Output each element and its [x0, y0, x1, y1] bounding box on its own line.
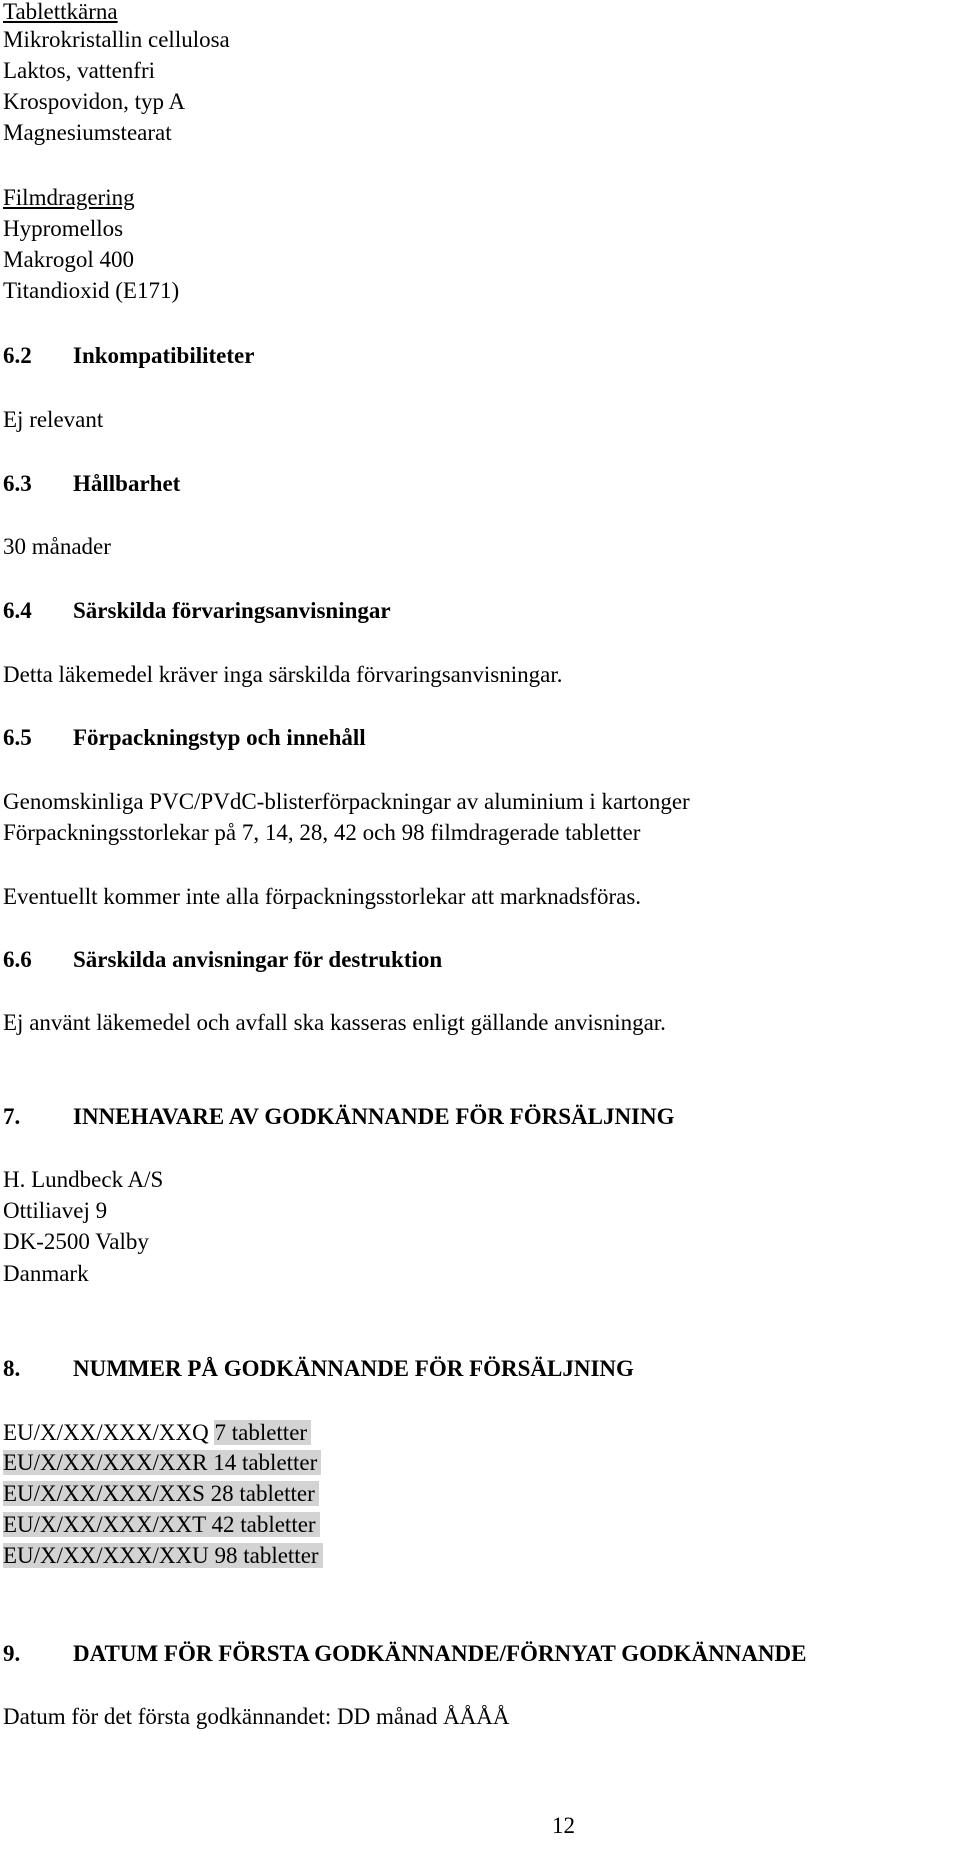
registration-code: EU/X/XX/XXX/XXT — [3, 1512, 206, 1537]
section-title: Särskilda förvaringsanvisningar — [73, 598, 391, 623]
section-heading-7 — [3, 1103, 675, 1131]
coating-item: Titandioxid (E171) — [3, 278, 180, 303]
core-item: Krospovidon, typ A — [3, 89, 186, 114]
section-text: 30 månader — [3, 534, 111, 559]
section-heading-6-5 — [3, 724, 366, 752]
section-number: 8. — [3, 1356, 21, 1381]
section-heading-6-4 — [3, 597, 391, 625]
section-number: 9. — [3, 1641, 21, 1666]
section-number: 6.5 — [3, 725, 32, 750]
core-item: Mikrokristallin cellulosa — [3, 27, 230, 52]
registration-entry — [3, 1479, 319, 1509]
page-number: 12 — [552, 1813, 575, 1838]
section-title: Inkompatibiliteter — [73, 343, 255, 368]
address-line: Danmark — [3, 1261, 89, 1286]
registration-pack: 28 tabletter — [210, 1481, 315, 1506]
section-title: NUMMER PÅ GODKÄNNANDE FÖR FÖRSÄLJNING — [73, 1356, 634, 1381]
section-title: Förpackningstyp och innehåll — [73, 725, 366, 750]
section-title: Hållbarhet — [73, 471, 181, 496]
registration-entry — [3, 1541, 323, 1571]
section-number: 6.4 — [3, 598, 32, 623]
section-text: Detta läkemedel kräver inga särskilda förvaringsanvisningar. — [3, 662, 563, 687]
core-item: Laktos, vattenfri — [3, 58, 156, 83]
coating-heading: Filmdragering — [3, 185, 135, 210]
core-heading: Tablettkärna — [3, 0, 118, 24]
section-text: Genomskinliga PVC/PVdC-blisterförpackningar av aluminium i kartonger — [3, 789, 690, 814]
section-text: Ej använt läkemedel och avfall ska kasseras enligt gällande anvisningar. — [3, 1010, 666, 1035]
section-title: DATUM FÖR FÖRSTA GODKÄNNANDE/FÖRNYAT GODKÄNNANDE — [73, 1641, 807, 1666]
section-heading-8 — [3, 1355, 634, 1383]
section-text: Eventuellt kommer inte alla förpackningsstorlekar att marknadsföras. — [3, 884, 642, 909]
section-number: 6.6 — [3, 947, 32, 972]
registration-code: EU/X/XX/XXX/XXS — [3, 1481, 205, 1506]
section-title: Särskilda anvisningar för destruktion — [73, 947, 443, 972]
coating-item: Hypromellos — [3, 216, 124, 241]
registration-pack: 42 tabletter — [211, 1512, 316, 1537]
section-number: 7. — [3, 1104, 21, 1129]
registration-code: EU/X/XX/XXX/XXQ — [3, 1420, 209, 1445]
registration-entry — [3, 1510, 320, 1540]
section-text: Datum för det första godkännandet: DD månad ÅÅÅÅ — [3, 1704, 510, 1729]
registration-code: EU/X/XX/XXX/XXU — [3, 1543, 209, 1568]
section-heading-6-6 — [3, 946, 442, 974]
section-text: Förpackningsstorlekar på 7, 14, 28, 42 och 98 filmdragerade tabletter — [3, 820, 641, 845]
section-heading-6-3 — [3, 470, 180, 498]
address-line: H. Lundbeck A/S — [3, 1167, 164, 1192]
registration-pack: 98 tabletter — [214, 1543, 319, 1568]
registration-code: EU/X/XX/XXX/XXR — [3, 1450, 208, 1475]
section-number: 6.2 — [3, 343, 32, 368]
core-item: Magnesiumstearat — [3, 120, 172, 145]
registration-entry — [3, 1448, 321, 1478]
address-line: DK-2500 Valby — [3, 1229, 149, 1254]
section-text: Ej relevant — [3, 407, 104, 432]
coating-item: Makrogol 400 — [3, 247, 134, 272]
registration-pack: 14 tabletter — [213, 1450, 318, 1475]
registration-pack: 7 tabletter — [214, 1420, 311, 1445]
section-heading-6-2 — [3, 342, 254, 370]
section-heading-9 — [3, 1640, 806, 1668]
section-title: INNEHAVARE AV GODKÄNNANDE FÖR FÖRSÄLJNING — [73, 1104, 675, 1129]
registration-entry — [3, 1418, 311, 1448]
section-number: 6.3 — [3, 471, 32, 496]
address-line: Ottiliavej 9 — [3, 1198, 108, 1223]
